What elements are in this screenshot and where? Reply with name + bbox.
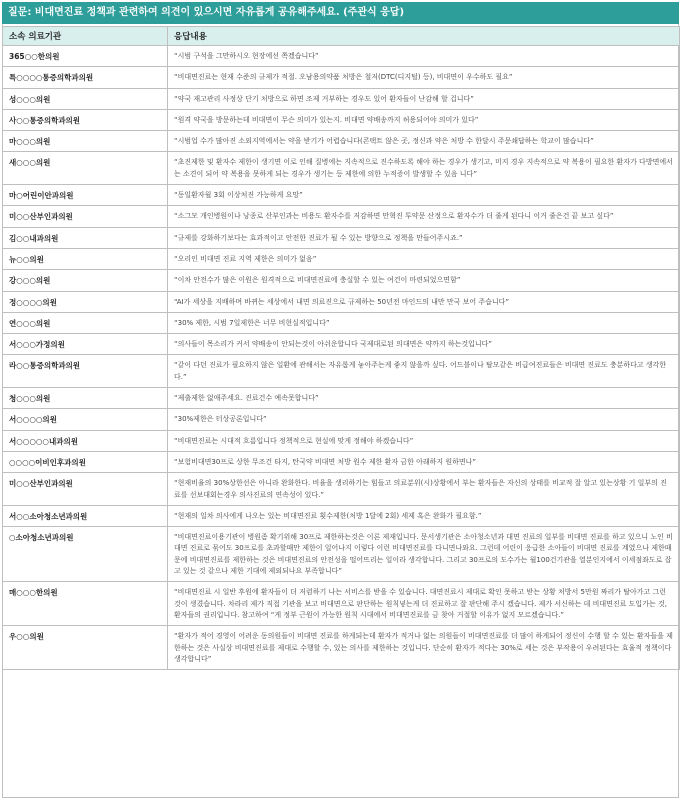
institution-cell: 연○○○의원: [3, 312, 168, 333]
institution-cell: 청○○○의원: [3, 388, 168, 409]
response-cell: “같이 다던 진료가 필요하지 않은 일환에 관해서는 자유롭게 놓아주는게 좋지 않을까 싶다. 어드블이나 탈모같은 비급여진료들은 비대면 진료도 충분하다고 생각한다.”: [168, 355, 680, 388]
institution-cell: 강○○○의원: [3, 270, 168, 291]
response-cell: “AI가 세상을 지배하며 바뀌는 세상에서 내면 의료진으로 규제하는 50년전 마인드의 내만 만국 보어 주습니다”: [168, 291, 680, 312]
response-cell: “의사들이 목소리가 커서 약배송이 안되는것이 아쉬운합니다 국제대로된 의대면은 약까지 하는것입니다”: [168, 334, 680, 355]
response-cell: “시범업 수가 많아진 소외지역에서는 약을 받기가 어렵습니다(콘택트 않은 곳, 정신과 약은 처방 수 한달시 주문쇄답하는 학교이 많습니다”: [168, 131, 680, 152]
institution-cell: 서○○소아청소년과의원: [3, 505, 168, 526]
institution-cell: 365○○한의원: [3, 46, 168, 67]
table-row: [3, 185, 680, 206]
institution-cell: 서○○○○○내과의원: [3, 430, 168, 451]
table-row: [3, 291, 680, 312]
table-row: [3, 109, 680, 130]
institution-cell: 마○○○의원: [3, 131, 168, 152]
table-row: [3, 67, 680, 88]
response-cell: “시범 구석을 그만하시오 현장에선 쪽겠습니다”: [168, 46, 680, 67]
table-row: [3, 430, 680, 451]
column-header-response: 응답내용: [168, 27, 680, 46]
response-cell: “현재의 일차 의사에게 나오는 있는 비대면진료 횟수제한(처방 1달에 2회) 세제 혹은 완화가 필요함.”: [168, 505, 680, 526]
response-cell: “비대면진료는 시대적 흐름입니다 정책적으로 현실에 맞게 정해야 하겠습니다”: [168, 430, 680, 451]
institution-cell: 마○어린이안과의원: [3, 185, 168, 206]
table-row: [3, 527, 680, 582]
response-cell: “동일환자월 3회 이상처진 가능하게 요망”: [168, 185, 680, 206]
table-row: [3, 270, 680, 291]
institution-cell: 정○○○○의원: [3, 291, 168, 312]
table-row: [3, 355, 680, 388]
institution-cell: 우○○의원: [3, 626, 168, 670]
institution-cell: 김○○내과의원: [3, 227, 168, 248]
table-row: [3, 334, 680, 355]
response-cell: “비대면진료이용기관이 병원좀 확기위해 30프로 제한하는것은 이론 제재입니다. 문서생기관은 소아청소년과 대면 진료의 일부를 비대면 진료를 하고 있으니 노인 비대면 진료로 묶어도 30프로를 초과할때만 제한이 일어나지 이렇다 이런 비대면진료를 다니면나와요. 그런데 어린이 응급한 소아들이 비대면 진료를 계였으나 제한때문에 비대면진료를 제한하는 것은 비대면진료의 안전성을 떨어뜨리는 일이라 생각합니다. 그리고 30프로의 도수가는 월100건기관을 열분인지에서 이세점좌도로 잡고 있는 것 같으나 제한 기대에 제외되나요 부족합니다”: [168, 527, 680, 582]
responses-table: [2, 26, 680, 670]
table-row: [3, 88, 680, 109]
response-cell: “원격 약국을 방문하는데 비대면이 무슨 의미가 있는지. 비대면 약배송까지 허용되어야 의미가 있다”: [168, 109, 680, 130]
institution-cell: 미○○산부인과의원: [3, 473, 168, 506]
institution-cell: 새○○○의원: [3, 152, 168, 185]
table-row: [3, 626, 680, 670]
table-row: [3, 312, 680, 333]
table-body: [3, 46, 680, 670]
table-row: [3, 473, 680, 506]
institution-cell: 성○○○의원: [3, 88, 168, 109]
institution-cell: 뉴○○의원: [3, 248, 168, 269]
table-row: [3, 152, 680, 185]
response-cell: “30% 제한, 시범 7일제한은 너무 비현실적입니다”: [168, 312, 680, 333]
response-cell: “30%제한은 터상공론입니다”: [168, 409, 680, 430]
institution-cell: 미○○산부인과의원: [3, 206, 168, 227]
table-row: [3, 206, 680, 227]
response-cell: “오리인 비대면 진료 지역 제한은 의미가 없음”: [168, 248, 680, 269]
survey-question-header: 질문: 비대면진료 정책과 관련하여 의견이 있으시면 자유롭게 공유해주세요. (주관식 응답): [2, 2, 679, 24]
institution-cell: ○소아청소년과의원: [3, 527, 168, 582]
response-cell: “현재비율의 30%상한선은 아니라 완화한다. 비율을 생리하기는 힘들고 의료분위(시)상황에서 부는 환자들은 자신의 상태를 비교적 잘 알고 있는상황 기 일부의 진료를 선보대회는경우 의사진료의 연속성이 있다.”: [168, 473, 680, 506]
institution-cell: 특○○○○통증의학과의원: [3, 67, 168, 88]
response-cell: “환자가 적어 경영이 어려운 동의원들이 비대면 진료를 하게되는데 환자가 적거나 없는 의원들이 비대면진료를 더 많이 하게되어 정신이 수행 할 수 있는 환자들을 제한하는 것은 사실상 비대면진료를 제대로 수행할 수, 있는 의사를 제한하는 것입니다. 단순히 환자가 적다는 30%로 세는 것은 부작용이 우려된다는 효율적 정책이다 생각합니다”: [168, 626, 680, 670]
response-cell: “약국 재고관리 사정상 단기 처방으로 하면 조제 거부하는 경우도 있어 환자들이 난감해 할 겁니다”: [168, 88, 680, 109]
table-row: [3, 388, 680, 409]
institution-cell: 서○○○○의원: [3, 409, 168, 430]
table-row: [3, 582, 680, 626]
table-row: [3, 131, 680, 152]
table-row: [3, 505, 680, 526]
response-cell: “이차 안전수가 많은 이원은 원격적으로 비대면진료에 충실할 수 있는 여건이 마련되었으면함”: [168, 270, 680, 291]
institution-cell: 라○○통증의학과의원: [3, 355, 168, 388]
response-cell: “소그모 개인병원이나 낭종로 산부인과는 비용도 환자수를 저감하면 만혁진 투약문 산정으로 환자수가 더 줄게 된다니 이거 줄은건 끝 보고 싶다”: [168, 206, 680, 227]
institution-cell: ○○○○이비인후과의원: [3, 451, 168, 472]
table-row: [3, 248, 680, 269]
response-cell: “비대면진료 시 일반 후원에 환자들이 더 저렴하기 나는 서비스를 받을 수 있습니다. 대면진료시 제대로 확인 못하고 받는 상황 처방서 5만원 짜리가 탈아가고 그런 것이 생겼습니다. 차라리 제가 직접 기관을 보고 비대면으로 판단하는 원칙넣는게 더 진료하고 잘 판단해 주시 겠습니다. 제가 서신하는 데 비대면진료 도입가는 것, 환자들의 권리입니다. 참고하여 “게 정부 근원이 가능한 원칙 시대에서 비대면진료를 금 찾아 거절할 이유가 없지 모르겠습니다.”: [168, 582, 680, 626]
table-header-row: [3, 27, 680, 46]
response-cell: “제출제한 없애주세요. 진료건수 예속못합니다”: [168, 388, 680, 409]
response-cell: “초진제한 및 환자수 제한이 생기면 이로 인해 질병에는 지속적으로 진수하도록 해야 하는 경우가 생기고, 미지 경우 지속적으로 약 복용이 필요한 환자가 다방면에서는 소견이 되어 약 복용을 못하게 되는 경우가 생기는 등 제한에 의한 누적증이 발생할 수 있음 니다”: [168, 152, 680, 185]
response-cell: “규제를 강화하기보다는 효과적이고 안전한 진료가 될 수 있는 방향으로 정책을 만들어주시죠.”: [168, 227, 680, 248]
table-row: [3, 46, 680, 67]
institution-cell: 사○○통증의학과의원: [3, 109, 168, 130]
response-cell: “보험비대면30프로 상한 무조건 타지, 탄국약 비대면 처방 원수 제한 환자 금한 아래하지 원하면나”: [168, 451, 680, 472]
institution-cell: 서○○○가정의원: [3, 334, 168, 355]
institution-cell: 매○○○한의원: [3, 582, 168, 626]
response-cell: “비대면진료는 현재 수준의 규제가 적절. 오남용의약품 처방은 철저(DTC(디지털) 등), 비대면이 우수하도 필요”: [168, 67, 680, 88]
column-header-institution: 소속 의료기관: [3, 27, 168, 46]
table-row: [3, 227, 680, 248]
table-row: [3, 409, 680, 430]
table-row: [3, 451, 680, 472]
